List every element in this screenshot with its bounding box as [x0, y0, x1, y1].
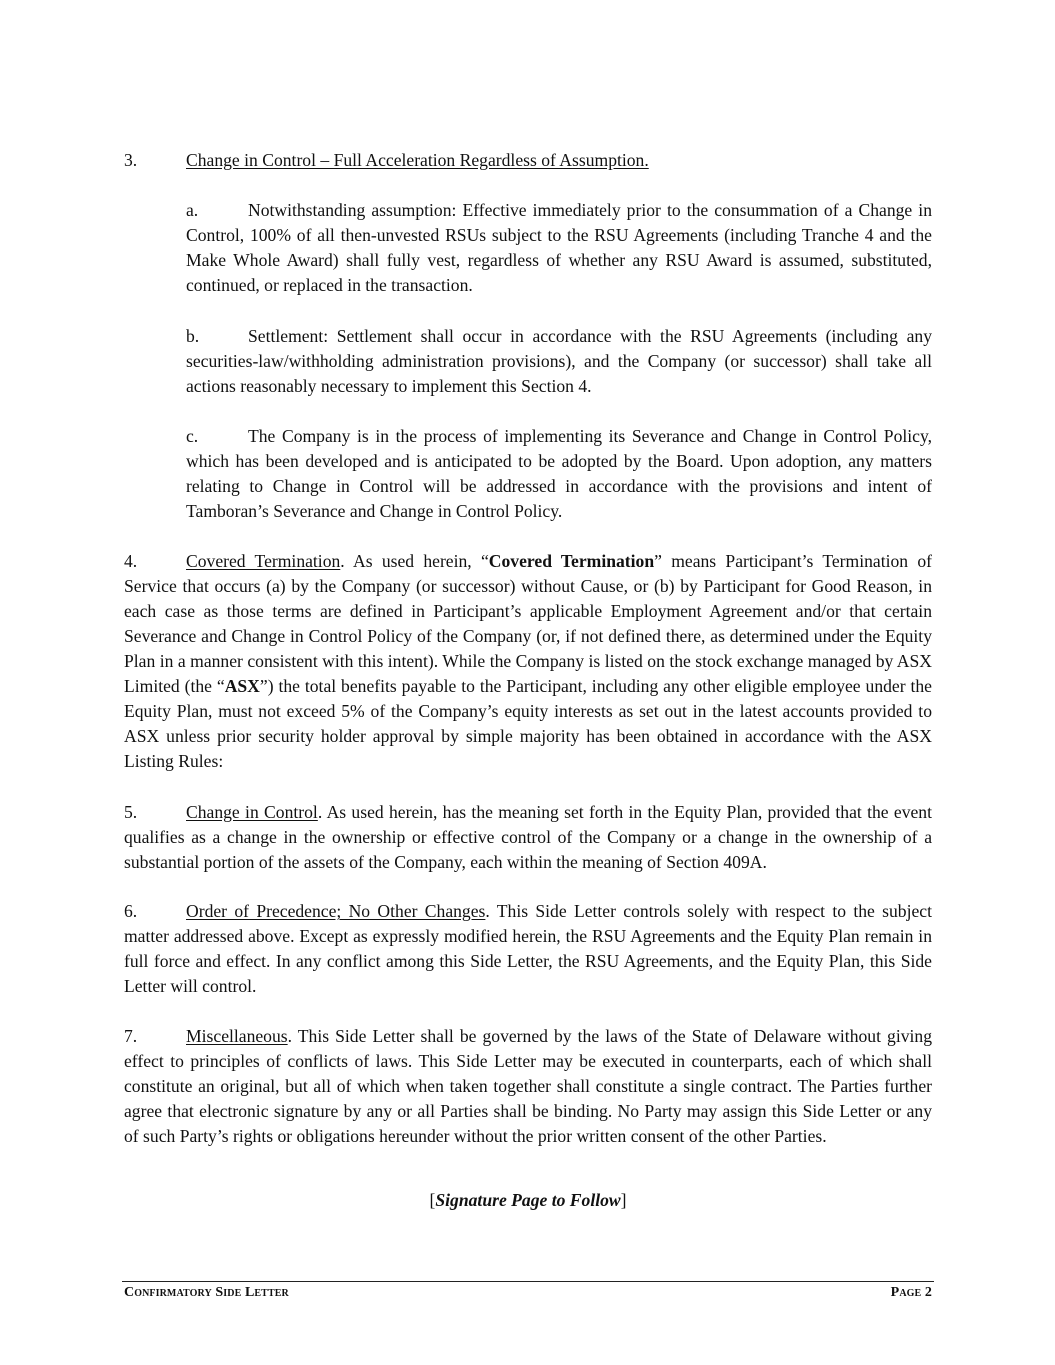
bracket-close: ]: [620, 1190, 627, 1210]
defined-term: Covered Termination: [488, 551, 655, 571]
subsection-text: Notwithstanding assumption: Effective immediately prior to the consummation of a Change in Control, 100% of all then-unvested RSUs subject to the RSU Agreements (including Tranche 4 and the Make Whole Award) shall fully vest, regardless of whether any RSU Award is assumed, substituted, continued, or replaced in the transaction.: [186, 200, 932, 295]
section-title: Change in Control: [186, 802, 318, 822]
subsection-letter: b.: [186, 326, 200, 346]
footer-divider: [122, 1281, 934, 1282]
section-6: [124, 899, 932, 999]
section-number: 3.: [124, 150, 138, 170]
section-text: ” means Participant’s Termination of Service that occurs (a) by the Company (or successor) without Cause, or (b) by Participant for Good Reason, in each case as those terms are defined in Participant’s applicable Employment Agreement and/or that certain Severance and Change in Control Policy of the Company (or, if not defined there, as determined under the Equity Plan in a manner consistent with this intent). While the Company is listed on the stock exchange managed by ASX Limited (the “: [124, 551, 932, 696]
section-number: 5.: [124, 802, 138, 822]
section-text: . As used herein, “: [340, 551, 489, 571]
subsection-text: The Company is in the process of implementing its Severance and Change in Control Policy, which has been developed and is anticipated to be adopted by the Board. Upon adoption, any matters relating to Change in Control will be addressed in accordance with the provisions and intent of Tamboran’s Severance and Change in Control Policy.: [186, 426, 932, 521]
section-text: . This Side Letter controls solely with respect to the subject matter addressed above. Except as expressly modified herein, the RSU Agreements and the Equity Plan remain in full force and effect. In any conflict among this Side Letter, the RSU Agreements, and the Equity Plan, this Side Letter will control.: [124, 901, 932, 996]
section-text: . As used herein, has the meaning set forth in the Equity Plan, provided that the event qualifies as a change in the ownership or effective control of the Company or a change in the ownership of a substantial portion of the assets of the Company, each within the meaning of Section 409A.: [124, 802, 932, 872]
subsection-letter: c.: [186, 426, 199, 446]
section-number: 6.: [124, 901, 138, 921]
footer-page-number: Page 2: [890, 1285, 932, 1300]
section-3c: [186, 424, 932, 524]
page-footer: [124, 1285, 932, 1301]
section-7: [124, 1024, 932, 1149]
bracket-open: [: [429, 1190, 436, 1210]
section-title: Order of Precedence; No Other Changes: [186, 901, 486, 921]
section-title: Change in Control – Full Acceleration Regardless of Assumption.: [186, 150, 649, 170]
defined-term: ASX: [224, 676, 260, 696]
section-text: . This Side Letter shall be governed by the laws of the State of Delaware without giving effect to principles of conflicts of laws. This Side Letter may be executed in counterparts, each of which shall constitute an original, but all of which when taken together shall constitute a single contract. The Parties further agree that electronic signature by any or all Parties shall be binding. No Party may assign this Side Letter or any of such Party’s rights or obligations hereunder without the prior written consent of the other Parties.: [124, 1026, 932, 1146]
signature-page-note: [124, 1188, 932, 1213]
section-number: 7.: [124, 1026, 138, 1046]
subsection-letter: a.: [186, 200, 199, 220]
section-title: Covered Termination: [186, 551, 341, 571]
section-3a: [186, 198, 932, 298]
section-title: Miscellaneous: [186, 1026, 288, 1046]
footer-document-title: Confirmatory Side Letter: [124, 1285, 289, 1300]
section-3-heading: [124, 148, 932, 173]
signature-note-text: Signature Page to Follow: [435, 1190, 621, 1210]
section-text: ”) the total benefits payable to the Participant, including any other eligible employee under the Equity Plan, must not exceed 5% of the Company’s equity interests as set out in the latest accounts provided to ASX unless prior security holder approval by simple majority has been obtained in accordance with the ASX Listing Rules:: [124, 676, 932, 771]
section-3b: [186, 324, 932, 399]
section-5: [124, 800, 932, 875]
section-number: 4.: [124, 551, 138, 571]
section-4: [124, 549, 932, 774]
subsection-text: Settlement: Settlement shall occur in accordance with the RSU Agreements (including any securities-law/withholding administration provisions), and the Company (or successor) shall take all actions reasonably necessary to implement this Section 4.: [186, 326, 932, 396]
